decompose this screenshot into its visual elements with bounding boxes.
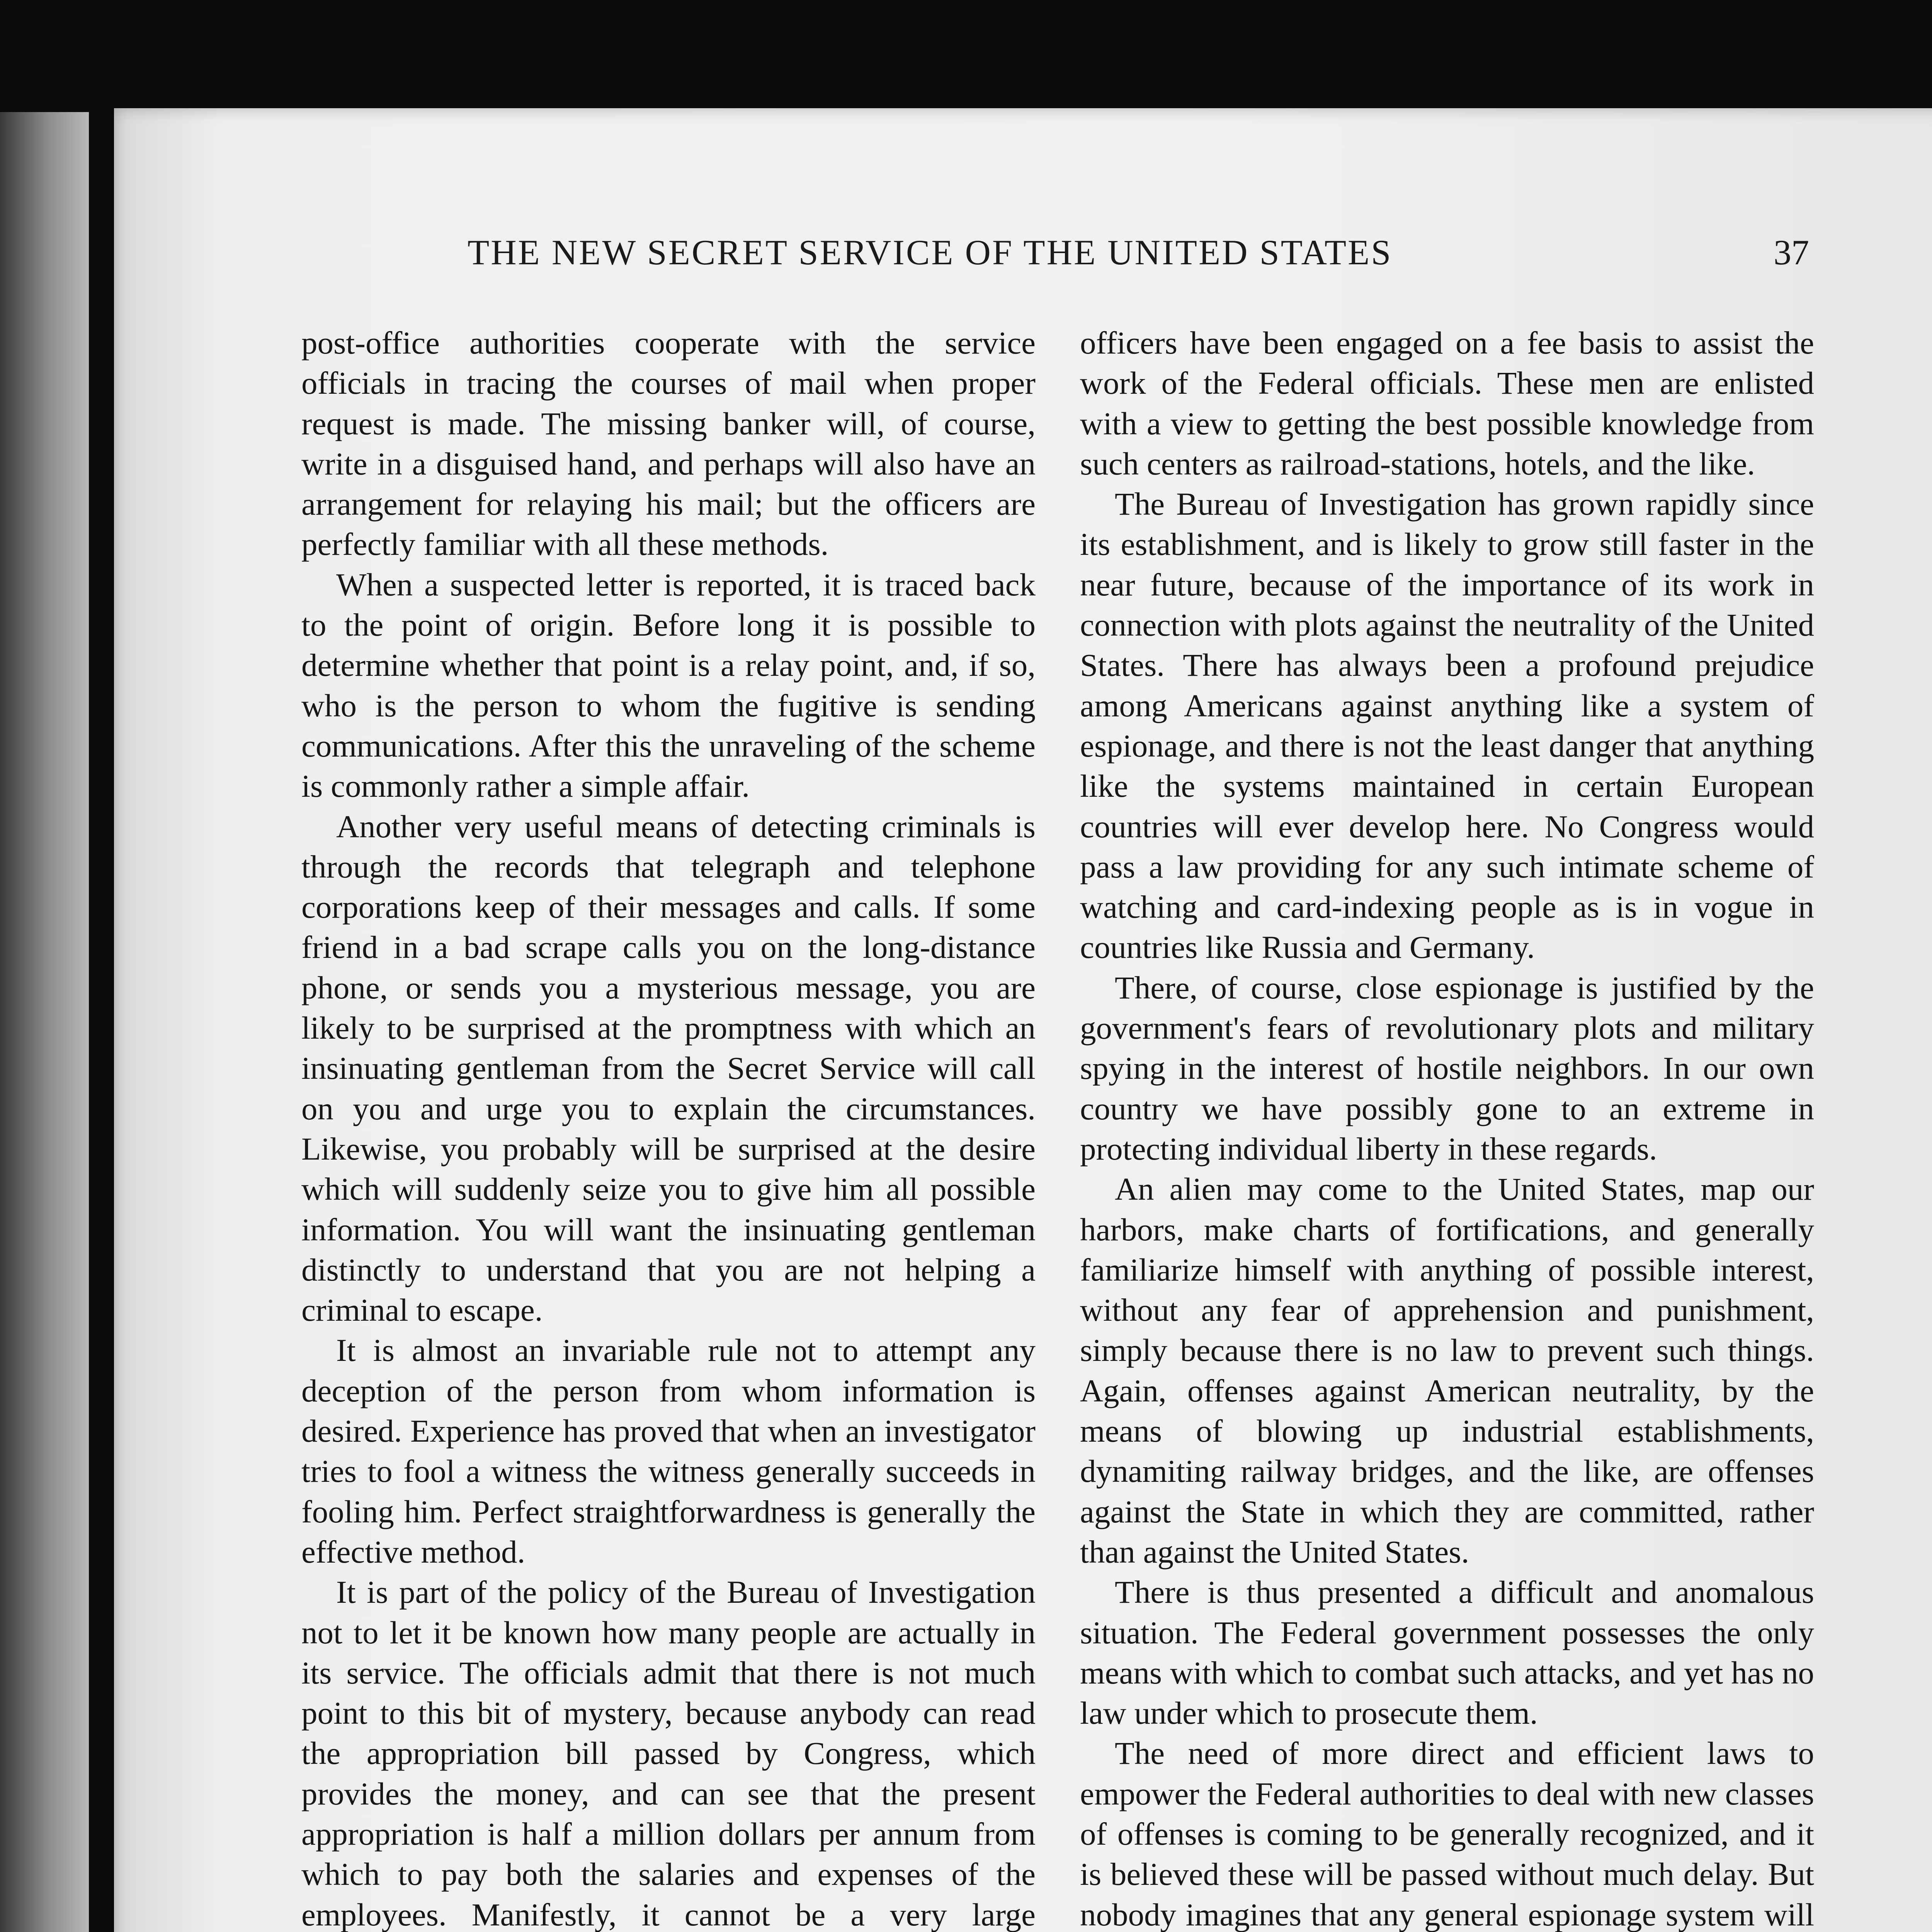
paragraph: post-office authorities cooperate with the service officials in tracing the courses of mail when proper request is made. The missing banker will, of course, write in a disguised hand, and perhaps will also have an arrangement for relaying his mail; but the officers are perfectly familiar with all these methods. bbox=[301, 325, 1036, 562]
paragraph: There is thus presented a difficult and anomalous situation. The Federal government possesses the only means with which to combat such attacks, and yet has no law under which to prosecute them. bbox=[1080, 1574, 1814, 1731]
paragraph: The need of more direct and efficient laws to empower the Federal authorities to deal with new classes of offenses is coming to be generally recognized, and it is believed these will be passed without much delay. But nobody imagines that any general espionage system will bbox=[1080, 1735, 1814, 1932]
paragraph: There, of course, close espionage is justified by the government's fears of revolutionary plots and military spying in the interest of hostile neighbors. In our own country we have possibly gone to an extreme in protecting individual liberty in these regards. bbox=[1080, 969, 1814, 1167]
paragraph: officers have been engaged on a fee basis to assist the work of the Federal officials. These men are enlisted with a view to getting the best possible knowledge from such centers as railroad-stations, hotels, and the like. bbox=[1080, 325, 1814, 481]
paragraph: The Bureau of Investigation has grown rapidly since its establishment, and is likely to grow still faster in the near future, because of the importance of its work in connection with plots against the neutrality of the United States. There has always been a profound prejudice among Americans against anything like a system of espionage, and there is not the least danger that anything like the systems maintained in certain European countries will ever develop here. No Congress would pass a law providing for any such intimate scheme of watching and card-indexing people as is in vogue in countries like Russia and Germany. bbox=[1080, 486, 1814, 965]
right-column bbox=[1080, 323, 1814, 1932]
paragraph: It is almost an invariable rule not to attempt any deception of the person from whom information is desired. Experience has proved that when an investigator tries to fool a witness the witness generally succeeds in fooling him. Perfect straightforwardness is generally the effective method. bbox=[301, 1332, 1036, 1570]
paragraph: Another very useful means of detecting criminals is through the records that telegraph and telephone corporations keep of their messages and calls. If some friend in a bad scrape calls you on the long-distance phone, or sends you a mysterious message, you are likely to be surprised at the promptness with which an insinuating gentleman from the Secret Service will call on you and urge you to explain the circumstances. Likewise, you probably will be surprised at the desire which will suddenly seize you to give him all possible information. You will want the insinuating gentleman distinctly to understand that you are not helping a criminal to escape. bbox=[301, 808, 1036, 1328]
paragraph: It is part of the policy of the Bureau of Investigation not to let it be known how many people are actually in its service. The officials admit that there is not much point to this bit of mystery, because anybody can read the appropriation bill passed by Congress, which provides the money, and can see that the present appropriation is half a million dollars per annum from which to pay both the salaries and expenses of the employees. Manifestly, it cannot be a very large bbox=[301, 1574, 1036, 1932]
page-number: 37 bbox=[1774, 233, 1809, 272]
adjacent-page-edge bbox=[0, 112, 89, 1932]
paragraph: An alien may come to the United States, map our harbors, make charts of fortifications, and generally familiarize himself with anything of possible interest, without any fear of apprehension and punishment, simply because there is no law to prevent such things. Again, offenses against American neutrality, by the means of blowing up industrial establishments, dynamiting railway bridges, and the like, are offenses against the State in which they are committed, rather than against the United States. bbox=[1080, 1171, 1814, 1570]
left-column bbox=[301, 323, 1036, 1932]
paragraph: When a suspected letter is reported, it is traced back to the point of origin. Before long it is possible to determine whether that point is a relay point, and, if so, who is the person to whom the fugitive is sending communications. After this the unraveling of the scheme is commonly rather a simple affair. bbox=[301, 566, 1036, 804]
running-head: THE NEW SECRET SERVICE OF THE UNITED STATES bbox=[468, 233, 1393, 272]
